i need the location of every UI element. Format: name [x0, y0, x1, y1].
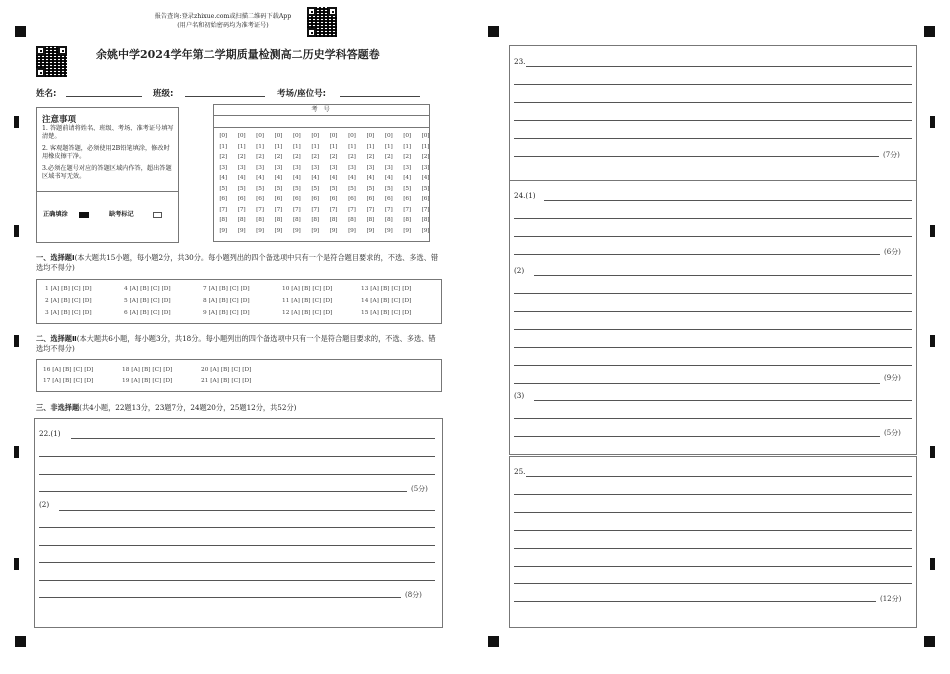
q22-part1-label: 22.(1): [39, 429, 61, 438]
q23-q24-answer-box: [509, 45, 917, 455]
exam-id-bubble[interactable]: [9]: [348, 227, 356, 234]
exam-id-bubble[interactable]: [0]: [384, 133, 393, 139]
exam-id-bubble[interactable]: [3]: [237, 164, 246, 171]
exam-id-bubble[interactable]: [7]: [403, 206, 411, 213]
exam-id-bubble[interactable]: [7]: [329, 206, 338, 213]
answer-line[interactable]: [534, 400, 912, 401]
exam-id-bubble[interactable]: [7]: [219, 206, 227, 213]
exam-id-bubble[interactable]: [9]: [403, 227, 411, 234]
answer-line[interactable]: [514, 311, 912, 312]
answer-line[interactable]: [514, 218, 912, 219]
exam-id-bubble[interactable]: [4]: [384, 175, 393, 181]
query-note: (用户名和初始密码均为准考证号): [177, 22, 269, 29]
exam-id-bubble[interactable]: [9]: [384, 227, 393, 234]
exam-id-bubble[interactable]: [7]: [256, 206, 264, 213]
answer-line[interactable]: [514, 583, 912, 584]
exam-id-column[interactable]: [343, 131, 361, 236]
exam-id-bubble[interactable]: [4]: [348, 175, 356, 181]
exam-id-column[interactable]: [361, 131, 379, 236]
exam-id-bubble[interactable]: [3]: [421, 164, 430, 171]
exam-id-bubble[interactable]: [0]: [329, 133, 338, 139]
exam-id-bubble[interactable]: [8]: [366, 217, 375, 223]
answer-line[interactable]: [514, 102, 912, 103]
answer-line[interactable]: [514, 365, 912, 366]
mc-item[interactable]: 19 [A] [B] [C] [D]: [122, 378, 173, 384]
mc-row[interactable]: [45, 310, 440, 316]
exam-id-column[interactable]: [306, 131, 324, 236]
exam-id-bubble[interactable]: [7]: [384, 206, 393, 213]
exam-id-bubble[interactable]: [2]: [329, 154, 338, 160]
exam-id-column[interactable]: [232, 131, 250, 236]
answer-line[interactable]: [39, 456, 435, 457]
exam-id-bubble[interactable]: [5]: [329, 185, 338, 192]
section2-heading: [36, 334, 440, 354]
exam-id-bubble[interactable]: [1]: [421, 143, 430, 150]
mc-item[interactable]: 5 [A] [B] [C] [D]: [124, 298, 171, 304]
answer-line[interactable]: [514, 601, 876, 602]
answer-line[interactable]: [514, 138, 912, 139]
answer-line[interactable]: [514, 548, 912, 549]
q22-part2-score: (8分): [405, 591, 422, 599]
exam-id-bubble[interactable]: [8]: [237, 217, 246, 223]
exam-id-bubble[interactable]: [7]: [237, 206, 246, 213]
exam-id-bubble[interactable]: [0]: [348, 133, 356, 139]
mc-item[interactable]: 10 [A] [B] [C] [D]: [282, 286, 333, 292]
answer-line[interactable]: [514, 418, 912, 419]
section1-heading: [36, 253, 440, 273]
exam-id-bubble[interactable]: [6]: [256, 196, 264, 202]
exam-id-bubble[interactable]: [1]: [292, 143, 301, 150]
q24-part3-score: (5分): [884, 429, 901, 437]
section1-title: 一、选择题Ⅰ: [36, 253, 75, 262]
mc-row[interactable]: [43, 367, 280, 373]
exam-id-bubble[interactable]: [1]: [219, 143, 227, 150]
section3-heading: [36, 403, 440, 413]
answer-line[interactable]: [514, 383, 880, 384]
timing-mark: [930, 558, 935, 570]
timing-mark: [14, 558, 19, 570]
exam-id-bubble[interactable]: [9]: [421, 227, 430, 234]
exam-id-bubble[interactable]: [3]: [403, 164, 411, 171]
registration-mark-top-right: [924, 26, 935, 37]
exam-id-bubble[interactable]: [5]: [366, 185, 375, 192]
q25-score: (12分): [880, 595, 902, 603]
registration-mark-top-middle: [488, 26, 499, 37]
mc-item[interactable]: 13 [A] [B] [C] [D]: [361, 286, 412, 292]
notice-item: 1. 答题前请将姓名、班级、考场、准考证号填写清楚。: [42, 125, 174, 140]
answer-line[interactable]: [526, 476, 912, 477]
mc-item[interactable]: 12 [A] [B] [C] [D]: [282, 310, 333, 316]
exam-id-column[interactable]: [324, 131, 342, 236]
answer-line[interactable]: [514, 512, 912, 513]
exam-id-bubble[interactable]: [1]: [384, 143, 393, 150]
exam-id-bubble[interactable]: [2]: [219, 154, 227, 160]
exam-id-bubble[interactable]: [6]: [292, 196, 301, 202]
mc-item[interactable]: 9 [A] [B] [C] [D]: [203, 310, 250, 316]
exam-id-bubble[interactable]: [7]: [311, 206, 319, 213]
notice-item: 3.必须在题号对应的答题区域内作答，超出答题区域书写无效。: [42, 165, 172, 180]
mc-item[interactable]: 1 [A] [B] [C] [D]: [45, 286, 92, 292]
correct-fill-label: 正确填涂: [43, 211, 68, 218]
exam-id-bubble[interactable]: [9]: [366, 227, 375, 234]
mc-item[interactable]: 18 [A] [B] [C] [D]: [122, 367, 173, 373]
correct-fill-sample: [79, 212, 89, 218]
exam-id-column[interactable]: [398, 131, 416, 236]
answer-line[interactable]: [544, 200, 912, 201]
exam-id-bubble[interactable]: [6]: [219, 196, 227, 202]
name-label: 姓名:: [36, 89, 57, 99]
exam-id-bubble[interactable]: [3]: [348, 164, 356, 171]
exam-id-bubble[interactable]: [8]: [292, 217, 301, 223]
q24-part1-label: 24.(1): [514, 191, 536, 200]
exam-id-bubble[interactable]: [8]: [256, 217, 264, 223]
exam-id-bubble[interactable]: [3]: [274, 164, 283, 171]
exam-id-bubble[interactable]: [5]: [403, 185, 411, 192]
exam-id-bubble[interactable]: [2]: [311, 154, 319, 160]
mc-item[interactable]: 6 [A] [B] [C] [D]: [124, 310, 171, 316]
page-title: 余姚中学2024学年第二学期质量检测高二历史学科答题卷: [96, 48, 380, 61]
mc-item[interactable]: 16 [A] [B] [C] [D]: [43, 367, 94, 373]
mc-item[interactable]: 7 [A] [B] [C] [D]: [203, 286, 250, 292]
mc-item[interactable]: 8 [A] [B] [C] [D]: [203, 298, 250, 304]
exam-id-bubble[interactable]: [7]: [421, 206, 430, 213]
exam-id-bubble[interactable]: [4]: [219, 175, 227, 181]
exam-id-bubble[interactable]: [4]: [237, 175, 246, 181]
exam-id-bubble[interactable]: [2]: [274, 154, 283, 160]
answer-line[interactable]: [514, 84, 912, 85]
exam-id-bubble[interactable]: [8]: [403, 217, 411, 223]
class-field[interactable]: [185, 96, 265, 97]
exam-id-column[interactable]: [288, 131, 306, 236]
exam-id-bubble[interactable]: [6]: [384, 196, 393, 202]
mc-item[interactable]: 20 [A] [B] [C] [D]: [201, 367, 252, 373]
answer-line[interactable]: [39, 491, 407, 492]
exam-id-bubble[interactable]: [2]: [384, 154, 393, 160]
exam-id-bubble[interactable]: [8]: [274, 217, 283, 223]
answer-line[interactable]: [526, 66, 912, 67]
exam-id-bubble[interactable]: [0]: [274, 133, 283, 139]
notice-divider: [37, 191, 178, 192]
exam-id-bubble[interactable]: [0]: [421, 133, 430, 139]
exam-id-bubble[interactable]: [8]: [348, 217, 356, 223]
mc-item[interactable]: 4 [A] [B] [C] [D]: [124, 286, 171, 292]
timing-mark: [930, 116, 935, 128]
timing-mark: [14, 225, 19, 237]
registration-mark-bottom-left: [15, 636, 26, 647]
exam-id-bubble[interactable]: [1]: [366, 143, 375, 150]
exam-id-bubble[interactable]: [1]: [274, 143, 283, 150]
exam-id-bubble[interactable]: [6]: [311, 196, 319, 202]
q23-divider: [510, 180, 916, 181]
room-seat-field[interactable]: [340, 96, 420, 97]
exam-id-header: 考 号: [311, 106, 332, 113]
exam-id-bubble[interactable]: [5]: [292, 185, 301, 192]
section1-answer-box: [36, 279, 442, 324]
mc-item[interactable]: 17 [A] [B] [C] [D]: [43, 378, 94, 384]
exam-id-bubble[interactable]: [5]: [348, 185, 356, 192]
timing-mark: [930, 225, 935, 237]
exam-id-bubble[interactable]: [3]: [311, 164, 319, 171]
q24-part2-score: (9分): [884, 374, 901, 382]
q23-label: 23.: [514, 57, 526, 66]
timing-mark: [14, 116, 19, 128]
exam-id-bubble[interactable]: [1]: [348, 143, 356, 150]
exam-id-bubble[interactable]: [0]: [219, 133, 227, 139]
exam-id-bubble[interactable]: [2]: [237, 154, 246, 160]
answer-line[interactable]: [39, 562, 435, 563]
query-line: 报告查询:登录zhixue.com或扫描二维码下载App: [154, 13, 292, 20]
section2-answer-box: [36, 359, 442, 392]
answer-line[interactable]: [514, 236, 912, 237]
section3-title: 三、非选择题: [36, 403, 80, 412]
answer-line[interactable]: [514, 120, 912, 121]
answer-line[interactable]: [514, 494, 912, 495]
student-qr-code: [36, 46, 67, 77]
answer-line[interactable]: [39, 474, 435, 475]
exam-id-bubble[interactable]: [9]: [219, 227, 227, 234]
exam-id-bubble[interactable]: [2]: [403, 154, 411, 160]
mc-item[interactable]: 14 [A] [B] [C] [D]: [361, 298, 412, 304]
notice-title: 注意事项: [42, 115, 77, 125]
q23-score: (7分): [883, 151, 900, 159]
answer-line[interactable]: [514, 566, 912, 567]
exam-id-bubble[interactable]: [2]: [348, 154, 356, 160]
class-label: 班级:: [153, 89, 174, 99]
exam-id-column[interactable]: [214, 131, 232, 236]
exam-id-bubble[interactable]: [8]: [219, 217, 227, 223]
mc-row[interactable]: [43, 378, 280, 384]
exam-id-bubble[interactable]: [3]: [219, 164, 227, 171]
q24-part1-score: (6分): [884, 248, 901, 256]
exam-id-header-rule: [214, 115, 429, 116]
exam-id-bubble[interactable]: [2]: [256, 154, 264, 160]
exam-id-bubble[interactable]: [3]: [292, 164, 301, 171]
exam-id-bubble[interactable]: [6]: [274, 196, 283, 202]
exam-id-bubble[interactable]: [2]: [421, 154, 430, 160]
exam-id-bubble[interactable]: [8]: [384, 217, 393, 223]
exam-id-bubble[interactable]: [4]: [311, 175, 319, 181]
exam-id-bubble[interactable]: [5]: [311, 185, 319, 192]
q22-part2-label: (2): [39, 500, 50, 509]
exam-id-bubble[interactable]: [4]: [329, 175, 338, 181]
exam-id-bubble[interactable]: [8]: [329, 217, 338, 223]
q24-part2-label: (2): [514, 266, 525, 275]
exam-id-bubble[interactable]: [5]: [384, 185, 393, 192]
mc-row[interactable]: [45, 298, 440, 304]
section2-title: 二、选择题Ⅱ: [36, 334, 77, 343]
exam-id-bubble[interactable]: [6]: [366, 196, 375, 202]
answer-line[interactable]: [39, 580, 435, 581]
registration-mark-bottom-right: [924, 636, 935, 647]
room-seat-label: 考场/座位号:: [277, 89, 327, 99]
answer-line[interactable]: [514, 254, 880, 255]
q24-part3-label: (3): [514, 391, 525, 400]
section1-desc: (本大题共15小题，每小题2分，共30分。每小题列出的四个备选项中只有一个是符合题目要求的，不选、多选、错选均不得分): [36, 253, 439, 272]
q22-part1-score: (5分): [411, 485, 428, 493]
answer-line[interactable]: [514, 156, 879, 157]
exam-id-bubble[interactable]: [4]: [292, 175, 301, 181]
name-field[interactable]: [66, 96, 142, 97]
exam-id-bubble[interactable]: [4]: [366, 175, 375, 181]
registration-mark-top-left: [15, 26, 26, 37]
q25-answer-box: [509, 456, 917, 628]
exam-id-bubble[interactable]: [1]: [237, 143, 246, 150]
absent-checkbox[interactable]: [153, 212, 162, 218]
exam-id-bubble-grid[interactable]: [214, 131, 435, 236]
exam-id-bubble[interactable]: [1]: [256, 143, 264, 150]
app-qr-code[interactable]: [307, 7, 337, 37]
answer-line[interactable]: [39, 545, 435, 546]
exam-id-bubble[interactable]: [2]: [292, 154, 301, 160]
timing-mark: [14, 335, 19, 347]
exam-id-column[interactable]: [251, 131, 269, 236]
exam-id-bubble[interactable]: [6]: [421, 196, 430, 202]
absent-label: 缺考标记: [109, 211, 134, 218]
exam-id-bubble[interactable]: [4]: [421, 175, 430, 181]
exam-id-bubble[interactable]: [9]: [237, 227, 246, 234]
notice-item: 2. 客观题答题，必须使用2B铅笔填涂，修改时用橡皮擦干净。: [42, 145, 170, 160]
answer-line[interactable]: [39, 527, 435, 528]
notice-box: [36, 107, 179, 243]
exam-id-bubble[interactable]: [3]: [329, 164, 338, 171]
answer-line[interactable]: [71, 438, 435, 439]
mc-item[interactable]: 3 [A] [B] [C] [D]: [45, 310, 92, 316]
exam-id-bubble[interactable]: [6]: [348, 196, 356, 202]
mc-item[interactable]: 21 [A] [B] [C] [D]: [201, 378, 252, 384]
exam-id-bubble[interactable]: [3]: [384, 164, 393, 171]
exam-id-bubble[interactable]: [1]: [329, 143, 338, 150]
section2-desc: (本大题共6小题，每小题3分，共18分。每小题列出的四个备选项中只有一个是符合题目要求的，不选、多选、错选均不得分): [36, 334, 436, 353]
exam-id-bubble[interactable]: [9]: [329, 227, 338, 234]
mc-item[interactable]: 15 [A] [B] [C] [D]: [361, 310, 412, 316]
exam-id-bubble[interactable]: [0]: [403, 133, 411, 139]
timing-mark: [930, 335, 935, 347]
exam-id-bubble[interactable]: [7]: [366, 206, 375, 213]
mc-item[interactable]: 11 [A] [B] [C] [D]: [282, 298, 333, 304]
exam-id-bubble[interactable]: [3]: [256, 164, 264, 171]
exam-id-bubble[interactable]: [9]: [256, 227, 264, 234]
exam-id-bubble[interactable]: [5]: [421, 185, 430, 192]
answer-line[interactable]: [534, 275, 912, 276]
exam-id-bubble[interactable]: [5]: [274, 185, 283, 192]
mc-row[interactable]: [45, 286, 440, 292]
answer-line[interactable]: [514, 436, 880, 437]
q22-answer-box: [34, 418, 443, 628]
q25-label: 25.: [514, 467, 526, 476]
answer-line[interactable]: [39, 597, 401, 598]
exam-id-bubble[interactable]: [6]: [329, 196, 338, 202]
exam-id-bubble[interactable]: [1]: [311, 143, 319, 150]
answer-line[interactable]: [59, 510, 435, 511]
exam-id-bubble[interactable]: [9]: [274, 227, 283, 234]
exam-id-box: [213, 104, 430, 242]
exam-id-bubble[interactable]: [5]: [256, 185, 264, 192]
section3-desc: (共4小题，22题13分，23题7分，24题20分，25题12分，共52分): [79, 403, 297, 412]
registration-mark-bottom-middle: [488, 636, 499, 647]
exam-id-bubble[interactable]: [6]: [237, 196, 246, 202]
exam-id-bubble[interactable]: [0]: [237, 133, 246, 139]
exam-id-bubble[interactable]: [9]: [311, 227, 319, 234]
exam-id-bubble[interactable]: [7]: [348, 206, 356, 213]
mc-item[interactable]: 2 [A] [B] [C] [D]: [45, 298, 92, 304]
exam-id-column[interactable]: [416, 131, 434, 236]
exam-id-bubble[interactable]: [5]: [219, 185, 227, 192]
exam-id-bubble[interactable]: [1]: [403, 143, 411, 150]
answer-line[interactable]: [514, 530, 912, 531]
exam-id-column[interactable]: [269, 131, 287, 236]
answer-line[interactable]: [514, 347, 912, 348]
exam-id-bubble[interactable]: [0]: [311, 133, 319, 139]
exam-id-bubble[interactable]: [6]: [403, 196, 411, 202]
exam-id-bubble[interactable]: [8]: [421, 217, 430, 223]
exam-id-write-rule: [214, 127, 429, 128]
exam-id-bubble[interactable]: [2]: [366, 154, 375, 160]
exam-id-bubble[interactable]: [7]: [292, 206, 301, 213]
answer-line[interactable]: [514, 293, 912, 294]
exam-id-bubble[interactable]: [3]: [366, 164, 375, 171]
exam-id-bubble[interactable]: [4]: [256, 175, 264, 181]
timing-mark: [930, 446, 935, 458]
exam-id-bubble[interactable]: [0]: [292, 133, 301, 139]
exam-id-bubble[interactable]: [9]: [292, 227, 301, 234]
exam-id-bubble[interactable]: [7]: [274, 206, 283, 213]
exam-id-bubble[interactable]: [0]: [256, 133, 264, 139]
exam-id-column[interactable]: [380, 131, 398, 236]
exam-id-bubble[interactable]: [4]: [274, 175, 283, 181]
exam-id-bubble[interactable]: [5]: [237, 185, 246, 192]
answer-line[interactable]: [514, 329, 912, 330]
exam-id-bubble[interactable]: [0]: [366, 133, 375, 139]
timing-mark: [14, 446, 19, 458]
exam-id-bubble[interactable]: [8]: [311, 217, 319, 223]
exam-id-bubble[interactable]: [4]: [403, 175, 411, 181]
